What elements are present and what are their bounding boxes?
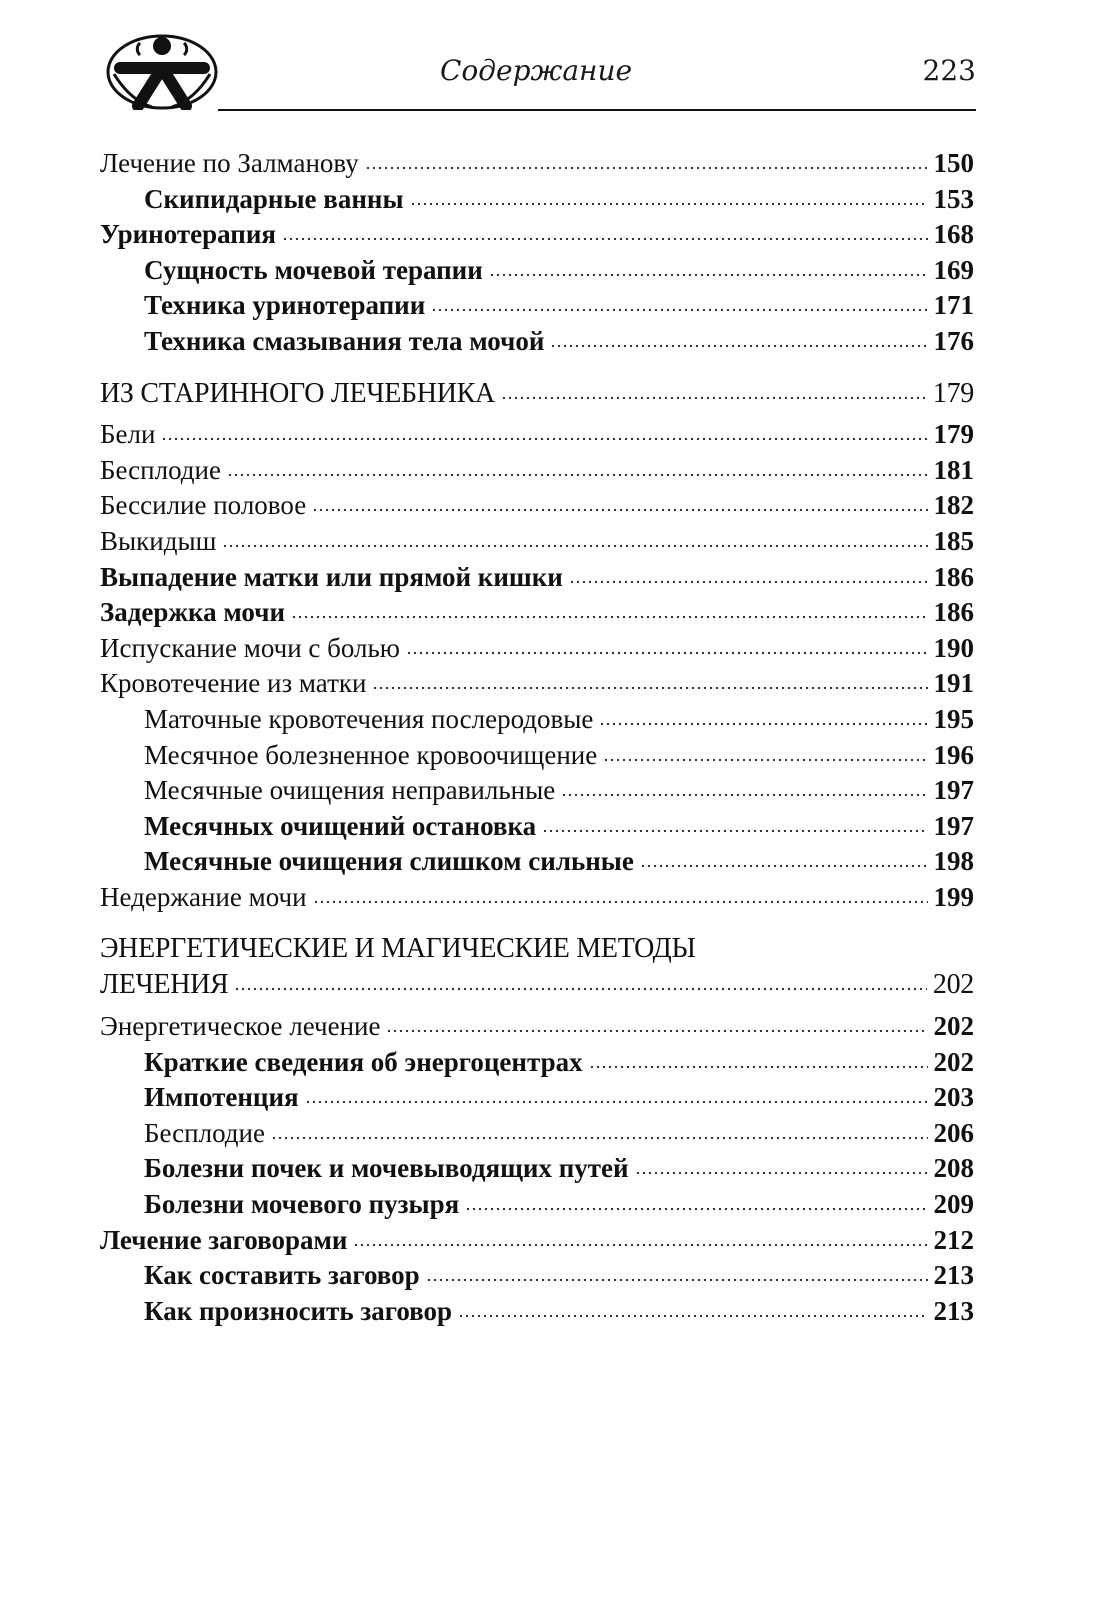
toc-entry [100, 253, 974, 289]
entry-title: Испускание мочи с болью [100, 632, 400, 663]
toc-entry [100, 1187, 974, 1223]
toc-entry [100, 146, 974, 182]
entry-page: 186 [933, 597, 974, 628]
entry-page: 198 [933, 846, 974, 877]
entry-title: Техника смазывания тела мочой [144, 325, 545, 356]
dot-leader [386, 1027, 927, 1035]
entry-title: Бесплодие [144, 1117, 265, 1148]
entry-title: Лечение по Залманову [100, 148, 359, 178]
dot-leader [291, 613, 927, 621]
stick-figure-logo-icon [100, 30, 224, 110]
entry-page: 150 [933, 148, 974, 178]
table-of-contents [100, 146, 974, 1329]
section-heading-row [100, 376, 974, 412]
dot-leader [489, 271, 928, 279]
toc-entry [100, 524, 974, 560]
dot-leader [312, 506, 927, 514]
dot-leader [603, 756, 927, 764]
section-gap [100, 915, 974, 931]
toc-entry [100, 631, 974, 667]
toc-entry [100, 880, 974, 916]
entry-page: 203 [933, 1082, 974, 1113]
section-page: 202 [932, 969, 974, 1001]
entry-title: Как составить заговор [144, 1260, 420, 1291]
dot-leader [313, 898, 928, 906]
toc-entry [100, 560, 974, 596]
entry-page: 171 [933, 290, 974, 321]
entry-page: 206 [933, 1117, 974, 1148]
dot-leader [222, 542, 927, 550]
running-title: Содержание [440, 54, 633, 87]
entry-page: 208 [933, 1153, 974, 1184]
entry-page: 179 [933, 419, 974, 450]
entry-title: Болезни почек и мочевыводящих путей [144, 1153, 629, 1184]
toc-entry [100, 182, 974, 218]
entry-title: Кровотечение из матки [100, 668, 367, 699]
entry-title: Скипидарные ванны [144, 183, 404, 214]
dot-leader [458, 1312, 927, 1320]
entry-page: 213 [933, 1295, 974, 1326]
section-title-line1: ЭНЕРГЕТИЧЕСКИЕ И МАГИЧЕСКИЕ МЕТОДЫ [100, 933, 696, 965]
entry-title: Задержка мочи [100, 597, 286, 628]
dot-leader [635, 1169, 928, 1177]
entry-page: 153 [933, 183, 974, 214]
page-number: 223 [922, 54, 976, 87]
entry-page: 169 [933, 254, 974, 285]
entry-page: 185 [933, 525, 974, 556]
entry-title: Недержание мочи [100, 881, 307, 912]
entry-page: 213 [933, 1260, 974, 1291]
dot-leader [431, 306, 927, 314]
entry-title: Бели [100, 419, 156, 450]
entry-title: Выпадение матки или прямой кишки [100, 561, 563, 592]
section-page: 179 [932, 377, 974, 409]
section-heading [100, 931, 974, 1003]
toc-entry [100, 809, 974, 845]
entry-page: 199 [933, 881, 974, 912]
entry-title: Бесплодие [100, 454, 221, 485]
entry-page: 191 [933, 668, 974, 699]
section-heading [100, 376, 974, 412]
toc-entry [100, 595, 974, 631]
entry-page: 182 [933, 490, 974, 521]
entry-title: Месячное болезненное кровоочищение [144, 739, 598, 770]
entry-title: Месячные очищения неправильные [144, 775, 556, 806]
entry-page: 176 [933, 325, 974, 356]
dot-leader [410, 200, 928, 208]
dot-leader [426, 1276, 928, 1284]
entry-title: Уринотерапия [100, 219, 277, 250]
dot-leader [599, 720, 927, 728]
entry-title: Месячных очищений остановка [144, 810, 537, 841]
entry-title: Болезни мочевого пузыря [144, 1189, 460, 1220]
dot-leader [550, 342, 927, 350]
entry-title: Маточные кровотечения послеродовые [144, 703, 594, 734]
toc-entry [100, 1223, 974, 1259]
entry-title: Краткие сведения об энергоцентрах [144, 1046, 583, 1077]
toc-entry [100, 773, 974, 809]
dot-leader [227, 471, 928, 479]
section-gap [100, 360, 974, 376]
toc-entry [100, 1151, 974, 1187]
toc-entry [100, 1116, 974, 1152]
entry-title: Как произносить заговор [144, 1295, 453, 1326]
toc-entry [100, 1009, 974, 1045]
entry-page: 209 [933, 1189, 974, 1220]
entry-title: Энергетическое лечение [100, 1011, 381, 1042]
dot-leader [569, 578, 928, 586]
toc-entry [100, 1045, 974, 1081]
dot-leader [234, 985, 926, 993]
toc-entry [100, 453, 974, 489]
toc-entry [100, 702, 974, 738]
entry-page: 197 [933, 775, 974, 806]
section-heading-row [100, 967, 974, 1003]
entry-page: 181 [933, 454, 974, 485]
dot-leader [282, 235, 927, 243]
dot-leader [640, 862, 928, 870]
section-title-line2: ЛЕЧЕНИЯ [100, 969, 229, 1001]
entry-title: Импотенция [144, 1082, 299, 1113]
entry-page: 202 [933, 1011, 974, 1042]
dot-leader [365, 164, 928, 172]
toc-entry [100, 1294, 974, 1330]
entry-title: Месячные очищения слишком сильные [144, 846, 634, 877]
dot-leader [542, 827, 927, 835]
dot-leader [161, 435, 927, 443]
dot-leader [406, 649, 928, 657]
dot-leader [465, 1205, 927, 1213]
toc-entry [100, 324, 974, 360]
section-title: ИЗ СТАРИННОГО ЛЕЧЕБНИКА [100, 377, 495, 409]
entry-page: 202 [933, 1046, 974, 1077]
entry-page: 186 [933, 561, 974, 592]
entry-title: Техника уринотерапии [144, 290, 426, 321]
header-rule [218, 109, 976, 111]
entry-page: 195 [933, 703, 974, 734]
page-header [100, 26, 976, 116]
entry-title: Бессилие половое [100, 490, 307, 521]
entry-page: 190 [933, 632, 974, 663]
entry-page: 212 [933, 1224, 974, 1255]
entry-title: Лечение заговорами [100, 1224, 348, 1255]
dot-leader [501, 394, 927, 402]
dot-leader [372, 684, 927, 692]
dot-leader [305, 1098, 928, 1106]
entry-title: Сущность мочевой терапии [144, 254, 483, 285]
entry-page: 197 [933, 810, 974, 841]
dot-leader [561, 791, 927, 799]
toc-entry [100, 844, 974, 880]
toc-entry [100, 417, 974, 453]
entry-title: Выкидыш [100, 525, 217, 556]
entry-page: 196 [933, 739, 974, 770]
toc-entry [100, 738, 974, 774]
dot-leader [353, 1241, 927, 1249]
toc-entry [100, 217, 974, 253]
entry-page: 168 [933, 219, 974, 250]
toc-entry [100, 1258, 974, 1294]
dot-leader [271, 1134, 928, 1142]
toc-entry [100, 488, 974, 524]
toc-entry [100, 1080, 974, 1116]
toc-entry [100, 666, 974, 702]
dot-leader [589, 1063, 928, 1071]
toc-entry [100, 288, 974, 324]
